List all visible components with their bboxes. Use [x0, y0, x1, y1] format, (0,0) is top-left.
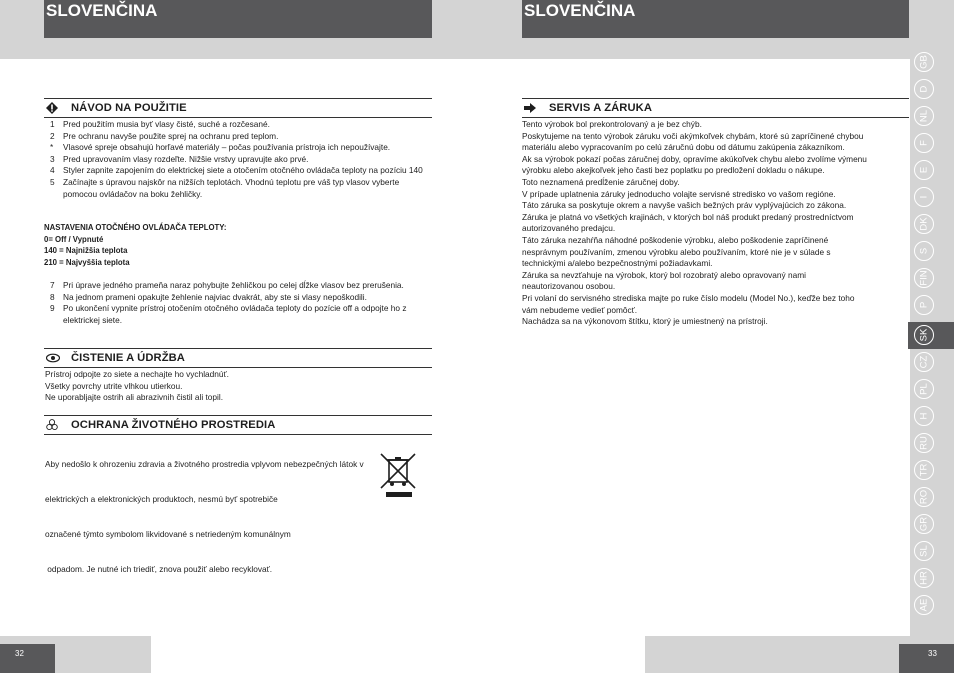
lang-tab-fin[interactable]: FIN: [914, 268, 934, 288]
page-title-right: SLOVENČINA: [522, 0, 909, 38]
environment-section-header: [44, 415, 432, 435]
list-item: 5 Začínajte s úpravou najskôr na nižších teplotách. Vhodnú teplotu pre váš typ vlasov vyberte pomocou ovládačov na boku žehličky.: [50, 176, 400, 199]
lang-tab-cz[interactable]: CZ: [914, 352, 934, 372]
service-section-header: [522, 98, 909, 118]
cleaning-section-header: [44, 348, 432, 368]
page-number-left: 32: [15, 649, 24, 658]
lang-tab-sl[interactable]: SL: [914, 541, 934, 561]
lang-tab-f[interactable]: F: [914, 133, 934, 153]
dial-settings: [44, 222, 432, 268]
list-item: * Vlasové spreje obsahujú horľavé materiály – počas používania prístroja ich nepoužívajte.: [50, 142, 391, 153]
lang-tab-gb[interactable]: GB: [914, 52, 934, 72]
service-title: SERVIS A ZÁRUKA: [549, 102, 653, 114]
lang-tab-nl[interactable]: NL: [914, 106, 934, 126]
lang-tab-dk[interactable]: DK: [914, 214, 934, 234]
list-item: 4 Styler zapnite zapojením do elektrickej siete a otočením otočného ovládača teploty na pozíciu 140: [50, 165, 423, 176]
dial-heading: NASTAVENIA OTOČNÉHO OVLÁDAČA TEPLOTY:: [44, 223, 227, 232]
usage-steps-2: [44, 280, 432, 326]
lang-tab-i[interactable]: I: [914, 187, 934, 207]
lang-tab-ae[interactable]: AE: [914, 595, 934, 615]
list-item: 1 Pred použitím musia byť vlasy čisté, suché a rozčesané.: [50, 119, 270, 129]
list-item: 7 Pri úprave jedného prameňa naraz pohybujte žehličkou po celej dĺžke vlasov bez prerušenia.: [50, 280, 404, 290]
page-title-left: SLOVENČINA: [44, 0, 432, 38]
page-number-right: 33: [928, 649, 937, 658]
dial-setting-high: 210 = Najvyššia teplota: [44, 257, 130, 267]
lang-tab-pl[interactable]: PL: [914, 379, 934, 399]
cleaning-text: Prístroj odpojte zo siete a nechajte ho vychladnúť. Všetky povrchy utrite vlhkou utierkou. Ne uporabljajte ostrih ali abrazivnih čistil ali topil.: [45, 369, 229, 403]
usage-steps: [44, 119, 432, 200]
lang-tab-p[interactable]: P: [914, 295, 934, 315]
list-item: 8 Na jednom prameni opakujte žehlenie najviac dvakrát, aby ste si vlasy nepoškodili.: [50, 291, 367, 302]
lang-tab-e[interactable]: E: [914, 160, 934, 180]
dial-setting-off: 0= Off / Vypnuté: [44, 234, 104, 244]
dial-setting-low: 140 = Najnižšia teplota: [44, 246, 128, 256]
lang-tab-gr[interactable]: GR: [914, 514, 934, 534]
list-item: 3 Pred upravovaním vlasy rozdeľte. Nižšie vrstvy upravujte ako prvé.: [50, 153, 309, 164]
page-number-left-box: [0, 644, 55, 673]
usage-section-header: [44, 98, 432, 118]
service-text: Tento výrobok bol prekontrolovaný a je bez chýb. Poskytujeme na tento výrobok záruku voči akýmkoľvek chybám, ktoré sú zapríčinené chybou materiálu alebo vypracovaním po celú záručnú dobu od dátumu zakúpenia zákazníkom. Ak sa výrobok pokazí počas záručnej doby, opravíme akúkoľvek chybu alebo zvolíme výmenu výrobku alebo akejkoľvek jeho časti bez poplatku po predložení dokladu o nákupe. Toto neznamená predĺženie záručnej doby. V prípade uplatnenia záruky jednoducho volajte servisné stredisko vo vašom regióne. Táto záruka sa poskytuje okrem a navyše vašich bežných práv vyplývajúcich zo zákona. Záruka je platná vo všetkých krajinách, v ktorých bol náš produkt predaný prostredníctvom autorizovaného predajcu. Táto záruka nezahŕňa náhodné poškodenie výrobku, alebo poškodenie zapríčinené nesprávnym používaním, zmenou výrobku alebo používaním, ktoré nie je v súlade s technickými a/alebo bezpečnostnými požiadavkami. Záruka sa nevzťahuje na výrobok, ktorý bol rozobratý alebo opravovaný nami neautorizovanou osobou. Pri volaní do servisného strediska majte po ruke číslo modelu (Model No.), keďže bez toho vám nebudeme vedieť pomôcť. Nachádza sa na výkonovom štítku, ktorý je umiestnený na prístroji.: [522, 119, 867, 327]
lang-tab-ru[interactable]: RU: [914, 433, 934, 453]
list-item: 9 Po ukončení vypnite prístroj otočením otočného ovládača teploty do pozície off a odpojte ho z elektrickej siete.: [50, 303, 407, 325]
lang-tab-sk[interactable]: SK: [914, 325, 934, 345]
lang-tab-tr[interactable]: TR: [914, 460, 934, 480]
recycle-icon: [46, 419, 58, 431]
environment-title: OCHRANA ŽIVOTNÉHO PROSTREDIA: [71, 419, 276, 431]
list-item: 2 Pre ochranu navyše použite sprej na ochranu pred teplom.: [50, 130, 279, 141]
lang-tab-s[interactable]: S: [914, 241, 934, 261]
eye-icon: [46, 352, 60, 364]
lang-tab-ro[interactable]: RO: [914, 487, 934, 507]
lang-tab-d[interactable]: D: [914, 79, 934, 99]
lang-tab-h[interactable]: H: [914, 406, 934, 426]
page-number-right-box: [899, 644, 954, 673]
lang-tab-hr[interactable]: HR: [914, 568, 934, 588]
environment-text: Aby nedošlo k ohrozeniu zdravia a životného prostredia vplyvom nebezpečných látok v elektrických a elektronických produktoch, nesmú byť spotrebiče označené týmto symbolom likvidované s netriedeným komunálnym odpadom. Je nutné ich triediť, znova použiť alebo recyklovať.: [45, 459, 364, 574]
arrow-right-icon: [524, 102, 536, 114]
usage-title: NÁVOD NA POUŽITIE: [71, 102, 187, 114]
info-icon: [46, 102, 58, 114]
cleaning-title: ČISTENIE A ÚDRŽBA: [71, 352, 185, 364]
crossed-out-bin-icon: [378, 452, 418, 498]
